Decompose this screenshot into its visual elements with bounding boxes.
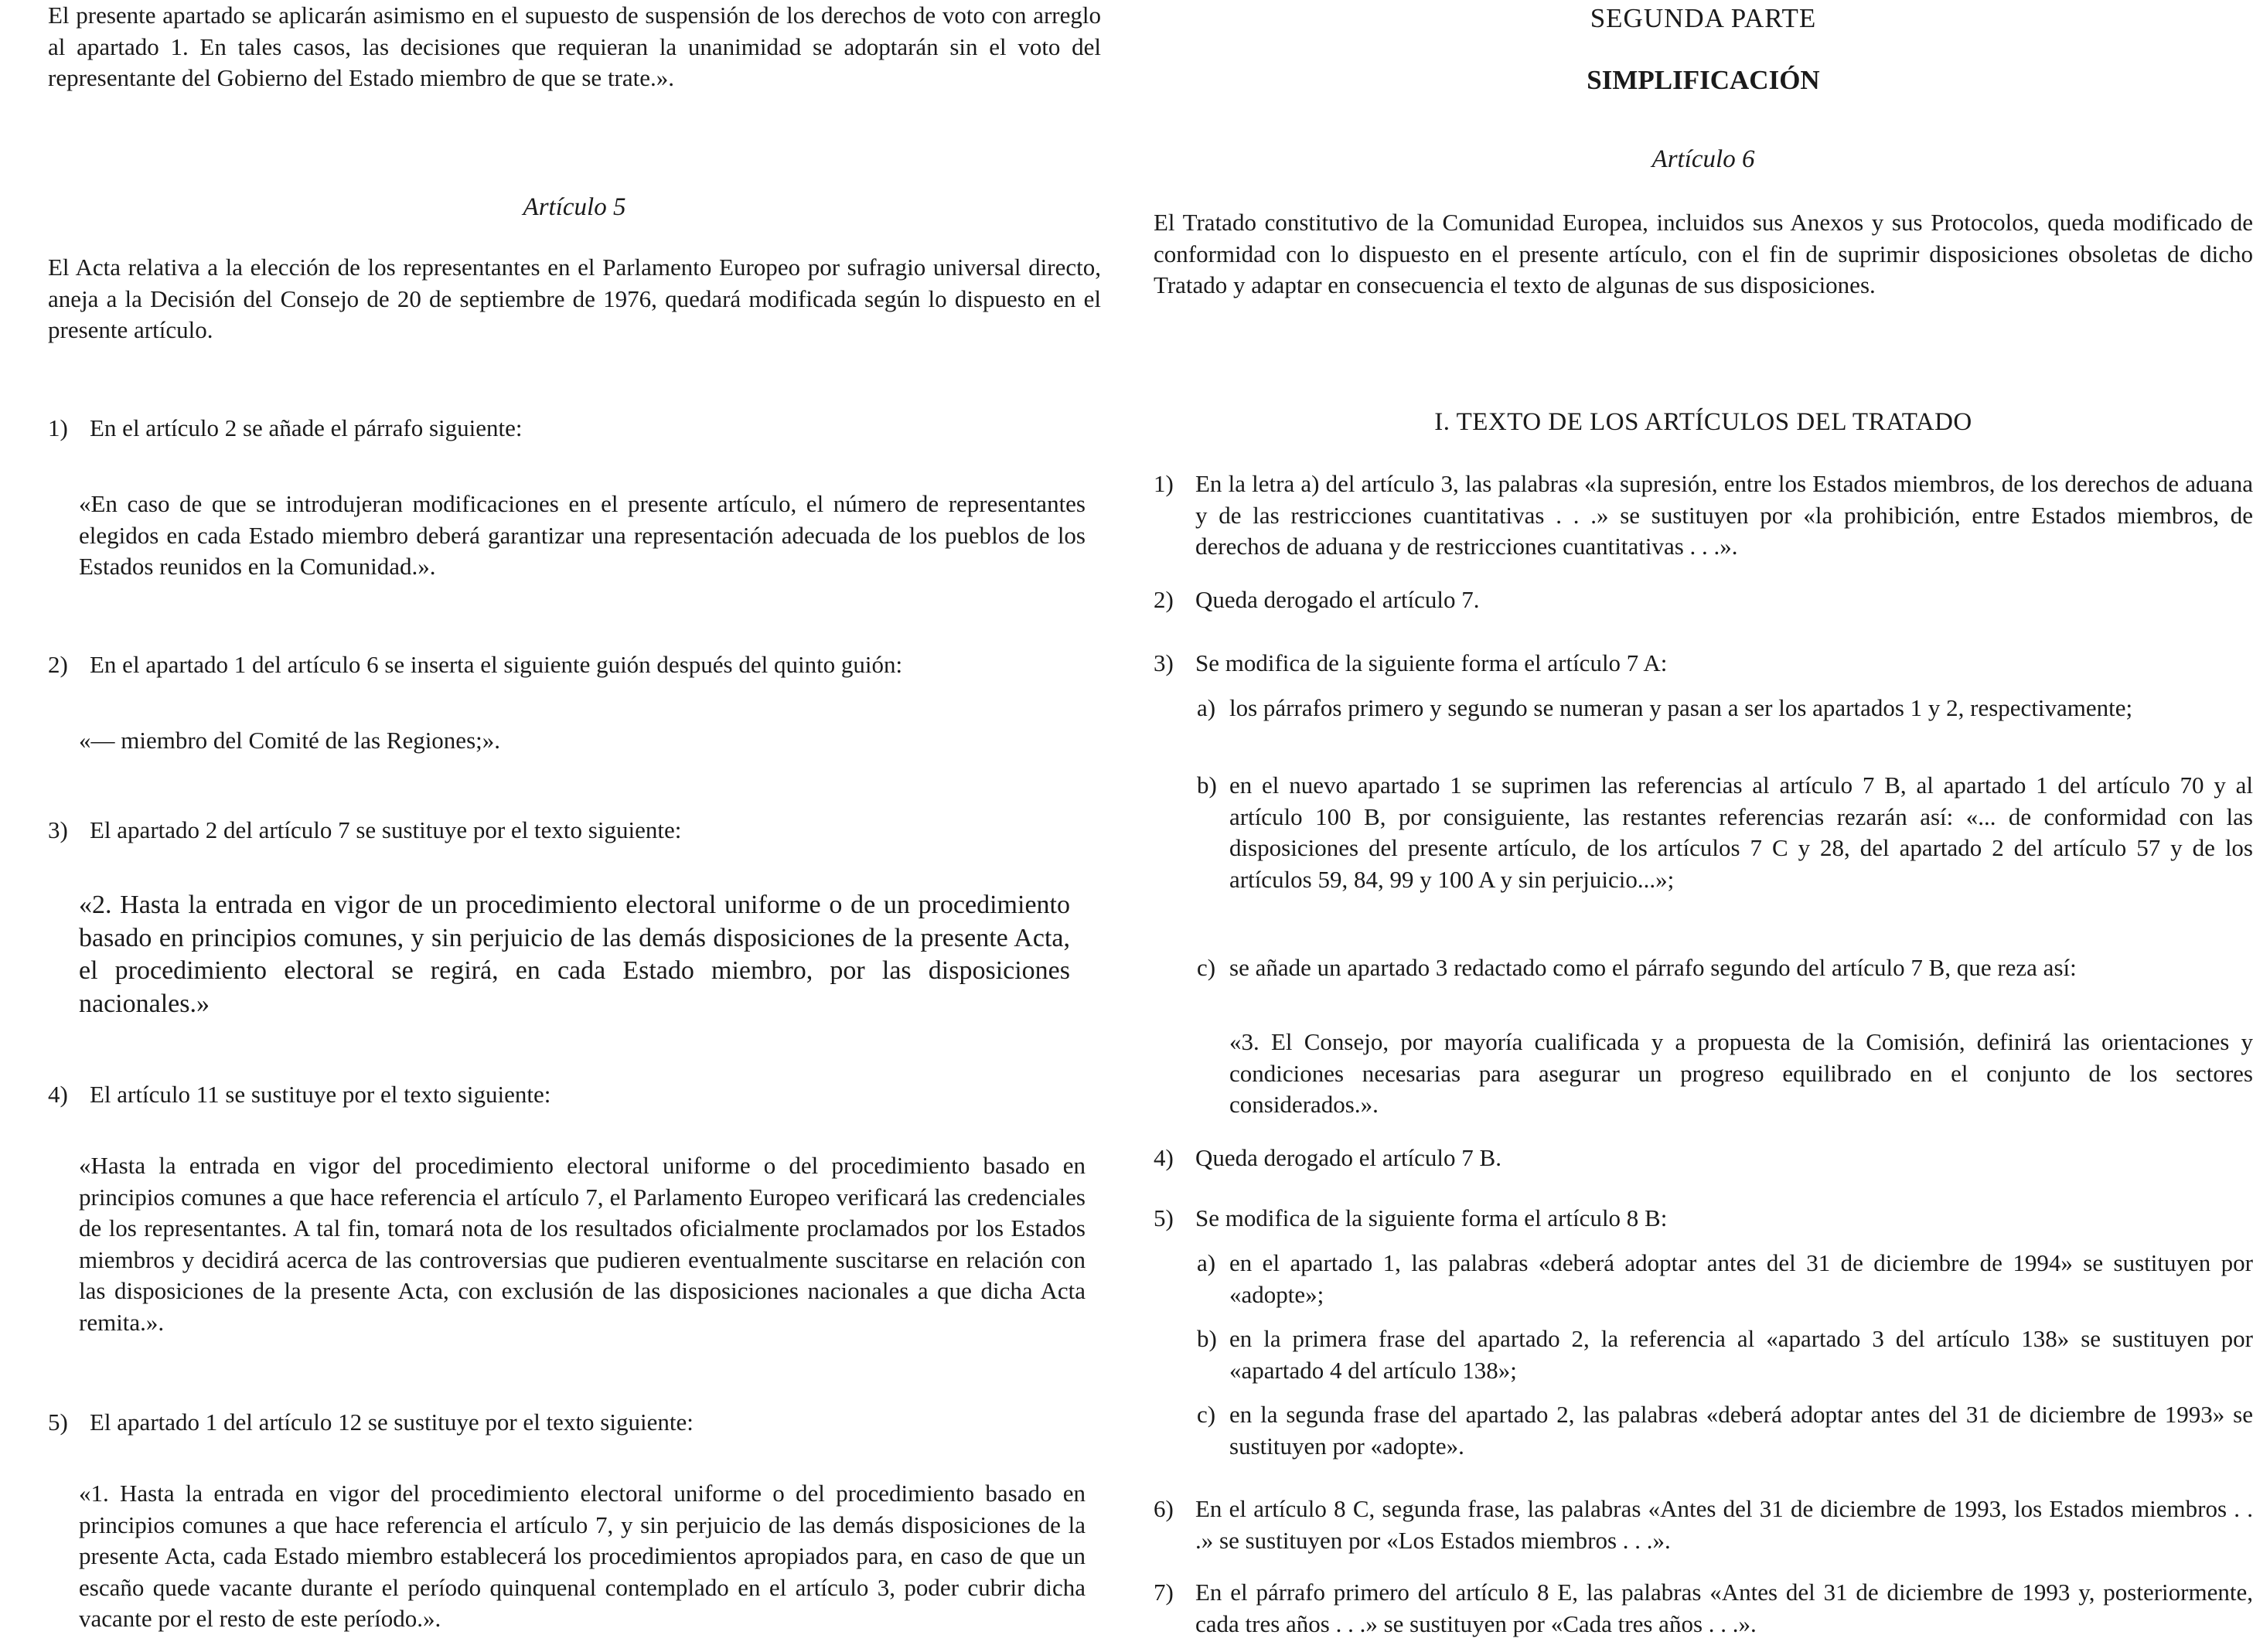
article-6-title: Artículo 6 <box>1651 145 1755 173</box>
item-text: Se modifica de la siguiente forma el artículo 7 A: <box>1195 649 1668 676</box>
item-number: 3) <box>48 816 68 843</box>
sub-item-text: en la primera frase del apartado 2, la referencia al «apartado 3 del artículo 138» se sustituyen por «apartado 4 del artículo 138»; <box>1229 1325 2253 1384</box>
part-subtitle: SIMPLIFICACIÓN <box>1587 65 1820 95</box>
item-text: En la letra a) del artículo 3, las palabras «la supresión, entre los Estados miembros, de los derechos de aduana y de las restricciones cuantitativas . . .» se sustituyen por «la prohibición, entre Estados miembros, de derechos de aduana y de restricciones cuantitativas . . .». <box>1195 470 2253 560</box>
item-number: 1) <box>1154 470 1174 497</box>
section-title: I. TEXTO DE LOS ARTÍCULOS DEL TRATADO <box>1434 408 1972 436</box>
sub-item-letter: b) <box>1197 772 1217 799</box>
sub-item <box>1154 1248 2253 1310</box>
item-number: 4) <box>48 1081 68 1108</box>
item-number: 4) <box>1154 1144 1174 1171</box>
item-number: 7) <box>1154 1579 1174 1606</box>
item-number: 1) <box>48 414 68 441</box>
list-item <box>1154 1494 2253 1556</box>
sub-item-letter: c) <box>1197 1401 1216 1428</box>
sub-item-text: los párrafos primero y segundo se numeran y pasan a ser los apartados 1 y 2, respectivamente; <box>1229 694 2133 721</box>
sub-item-letter: a) <box>1197 694 1216 721</box>
sub-item <box>1154 1399 2253 1462</box>
quoted-text: «— miembro del Comité de las Regiones;». <box>79 727 500 754</box>
list-item <box>1154 584 2253 616</box>
item-number: 6) <box>1154 1495 1174 1522</box>
list-item <box>48 413 1101 445</box>
item-number: 5) <box>1154 1204 1174 1231</box>
item-text: En el artículo 8 C, segunda frase, las palabras «Antes del 31 de diciembre de 1993, los Estados miembros . . .» se sustituyen por «Los Estados miembros . . .». <box>1195 1495 2253 1554</box>
quoted-text: «3. El Consejo, por mayoría cualificada y a propuesta de la Comisión, definirá las orientaciones y condiciones necesarias para asegurar un progreso equilibrado en el conjunto de los sectores considerados.». <box>1229 1028 2253 1118</box>
list-item <box>1154 1143 2253 1174</box>
item-number: 3) <box>1154 649 1174 676</box>
sub-item-text: se añade un apartado 3 redactado como el párrafo segundo del artículo 7 B, que reza así: <box>1229 954 2077 981</box>
list-item <box>1154 648 2253 680</box>
item-text: Queda derogado el artículo 7. <box>1195 586 1480 613</box>
quoted-text: «En caso de que se introdujeran modificaciones en el presente artículo, el número de representantes elegidos en cada Estado miembro deberá garantizar una representación adecuada de los pueblos de los Estados reunidos en la Comunidad.». <box>79 490 1086 580</box>
item-text: El apartado 2 del artículo 7 se sustituye por el texto siguiente: <box>90 816 682 843</box>
article-5-title: Artículo 5 <box>523 193 626 221</box>
list-item <box>48 1079 1101 1111</box>
item-number: 5) <box>48 1408 68 1436</box>
item-text: En el apartado 1 del artículo 6 se inserta el siguiente guión después del quinto guión: <box>90 651 903 678</box>
sub-item-letter: c) <box>1197 954 1216 981</box>
sub-item-text: en la segunda frase del apartado 2, las palabras «deberá adoptar antes del 31 de diciembre de 1993» se sustituyen por «adopte». <box>1229 1401 2253 1460</box>
item-text: Queda derogado el artículo 7 B. <box>1195 1144 1501 1171</box>
list-item <box>1154 1203 2253 1235</box>
quoted-text: «Hasta la entrada en vigor del procedimiento electoral uniforme o del procedimiento basado en principios comunes a que hace referencia el artículo 7, el Parlamento Europeo verificará las credenciales de los representantes. A tal fin, tomará nota de los resultados oficialmente proclamados por los Estados miembros y decidirá acerca de las controversias que pudieren eventualmente suscitarse en relación con las disposiciones de la presente Acta, con exclusión de las disposiciones nacionales a que dicha Acta remita.». <box>79 1152 1086 1336</box>
sub-item-letter: b) <box>1197 1325 1217 1352</box>
sub-item-text: en el nuevo apartado 1 se suprimen las referencias al artículo 7 B, al apartado 1 del artículo 70 y al artículo 100 B, por consiguiente, las restantes referencias rezarán así: «... de conformidad con las disposiciones del presente artículo, de los artículos 7 C y 28, del apartado 2 del artículo 57 y de los artículos 59, 84, 99 y 100 A y sin perjuicio...»; <box>1229 772 2253 893</box>
item-number: 2) <box>48 651 68 678</box>
item-text: El artículo 11 se sustituye por el texto siguiente: <box>90 1081 551 1108</box>
list-item <box>1154 468 2253 563</box>
sub-item-letter: a) <box>1197 1249 1216 1276</box>
list-item <box>48 815 1101 846</box>
item-number: 2) <box>1154 586 1174 613</box>
part-title: SEGUNDA PARTE <box>1590 3 1817 33</box>
list-item <box>48 1407 1101 1439</box>
sub-item <box>1154 952 2253 984</box>
quoted-text: «2. Hasta la entrada en vigor de un procedimiento electoral uniforme o de un procedimiento basado en principios comunes, y sin perjuicio de las demás disposiciones de la presente Acta, el procedimiento electoral se regirá, en cada Estado miembro, por las disposiciones nacionales.» <box>79 891 1070 1018</box>
sub-item-text: en el apartado 1, las palabras «deberá adoptar antes del 31 de diciembre de 1994» se sustituyen por «adopte»; <box>1229 1249 2253 1308</box>
article-6-intro: El Tratado constitutivo de la Comunidad Europea, incluidos sus Anexos y sus Protocolos, queda modificado de conformidad con lo dispuesto en el presente artículo, con el fin de suprimir disposiciones obsoletas de dicho Tratado y adaptar en consecuencia el texto de algunas de sus disposiciones. <box>1154 209 2253 298</box>
item-text: El apartado 1 del artículo 12 se sustituye por el texto siguiente: <box>90 1408 694 1436</box>
article-5-intro: El Acta relativa a la elección de los representantes en el Parlamento Europeo por sufragio universal directo, aneja a la Decisión del Consejo de 20 de septiembre de 1976, quedará modificada según lo dispuesto en el presente artículo. <box>48 254 1101 343</box>
list-item <box>48 649 1101 681</box>
item-text: En el artículo 2 se añade el párrafo siguiente: <box>90 414 523 441</box>
quoted-text: «1. Hasta la entrada en vigor del procedimiento electoral uniforme o del procedimiento basado en principios comunes a que hace referencia el artículo 7, y sin perjuicio de las demás disposiciones de la presente Acta, cada Estado miembro establecerá los procedimientos apropiados para, en caso de que un escaño quede vacante durante el período quinquenal contemplado en el artículo 3, poder cubrir dicha vacante por el resto de este período.». <box>79 1480 1086 1632</box>
intro-paragraph: El presente apartado se aplicarán asimismo en el supuesto de suspensión de los derechos de voto con arreglo al apartado 1. En tales casos, las decisiones que requieran la unanimidad se adoptarán sin el voto del representante del Gobierno del Estado miembro de que se trate.». <box>48 2 1101 91</box>
sub-item <box>1154 1323 2253 1386</box>
list-item <box>1154 1577 2253 1640</box>
item-text: Se modifica de la siguiente forma el artículo 8 B: <box>1195 1204 1668 1231</box>
sub-item <box>1154 693 2253 724</box>
sub-item <box>1154 770 2253 895</box>
item-text: En el párrafo primero del artículo 8 E, las palabras «Antes del 31 de diciembre de 1993 y, posteriormente, cada tres años . . .» se sustituyen por «Cada tres años . . .». <box>1195 1579 2253 1637</box>
